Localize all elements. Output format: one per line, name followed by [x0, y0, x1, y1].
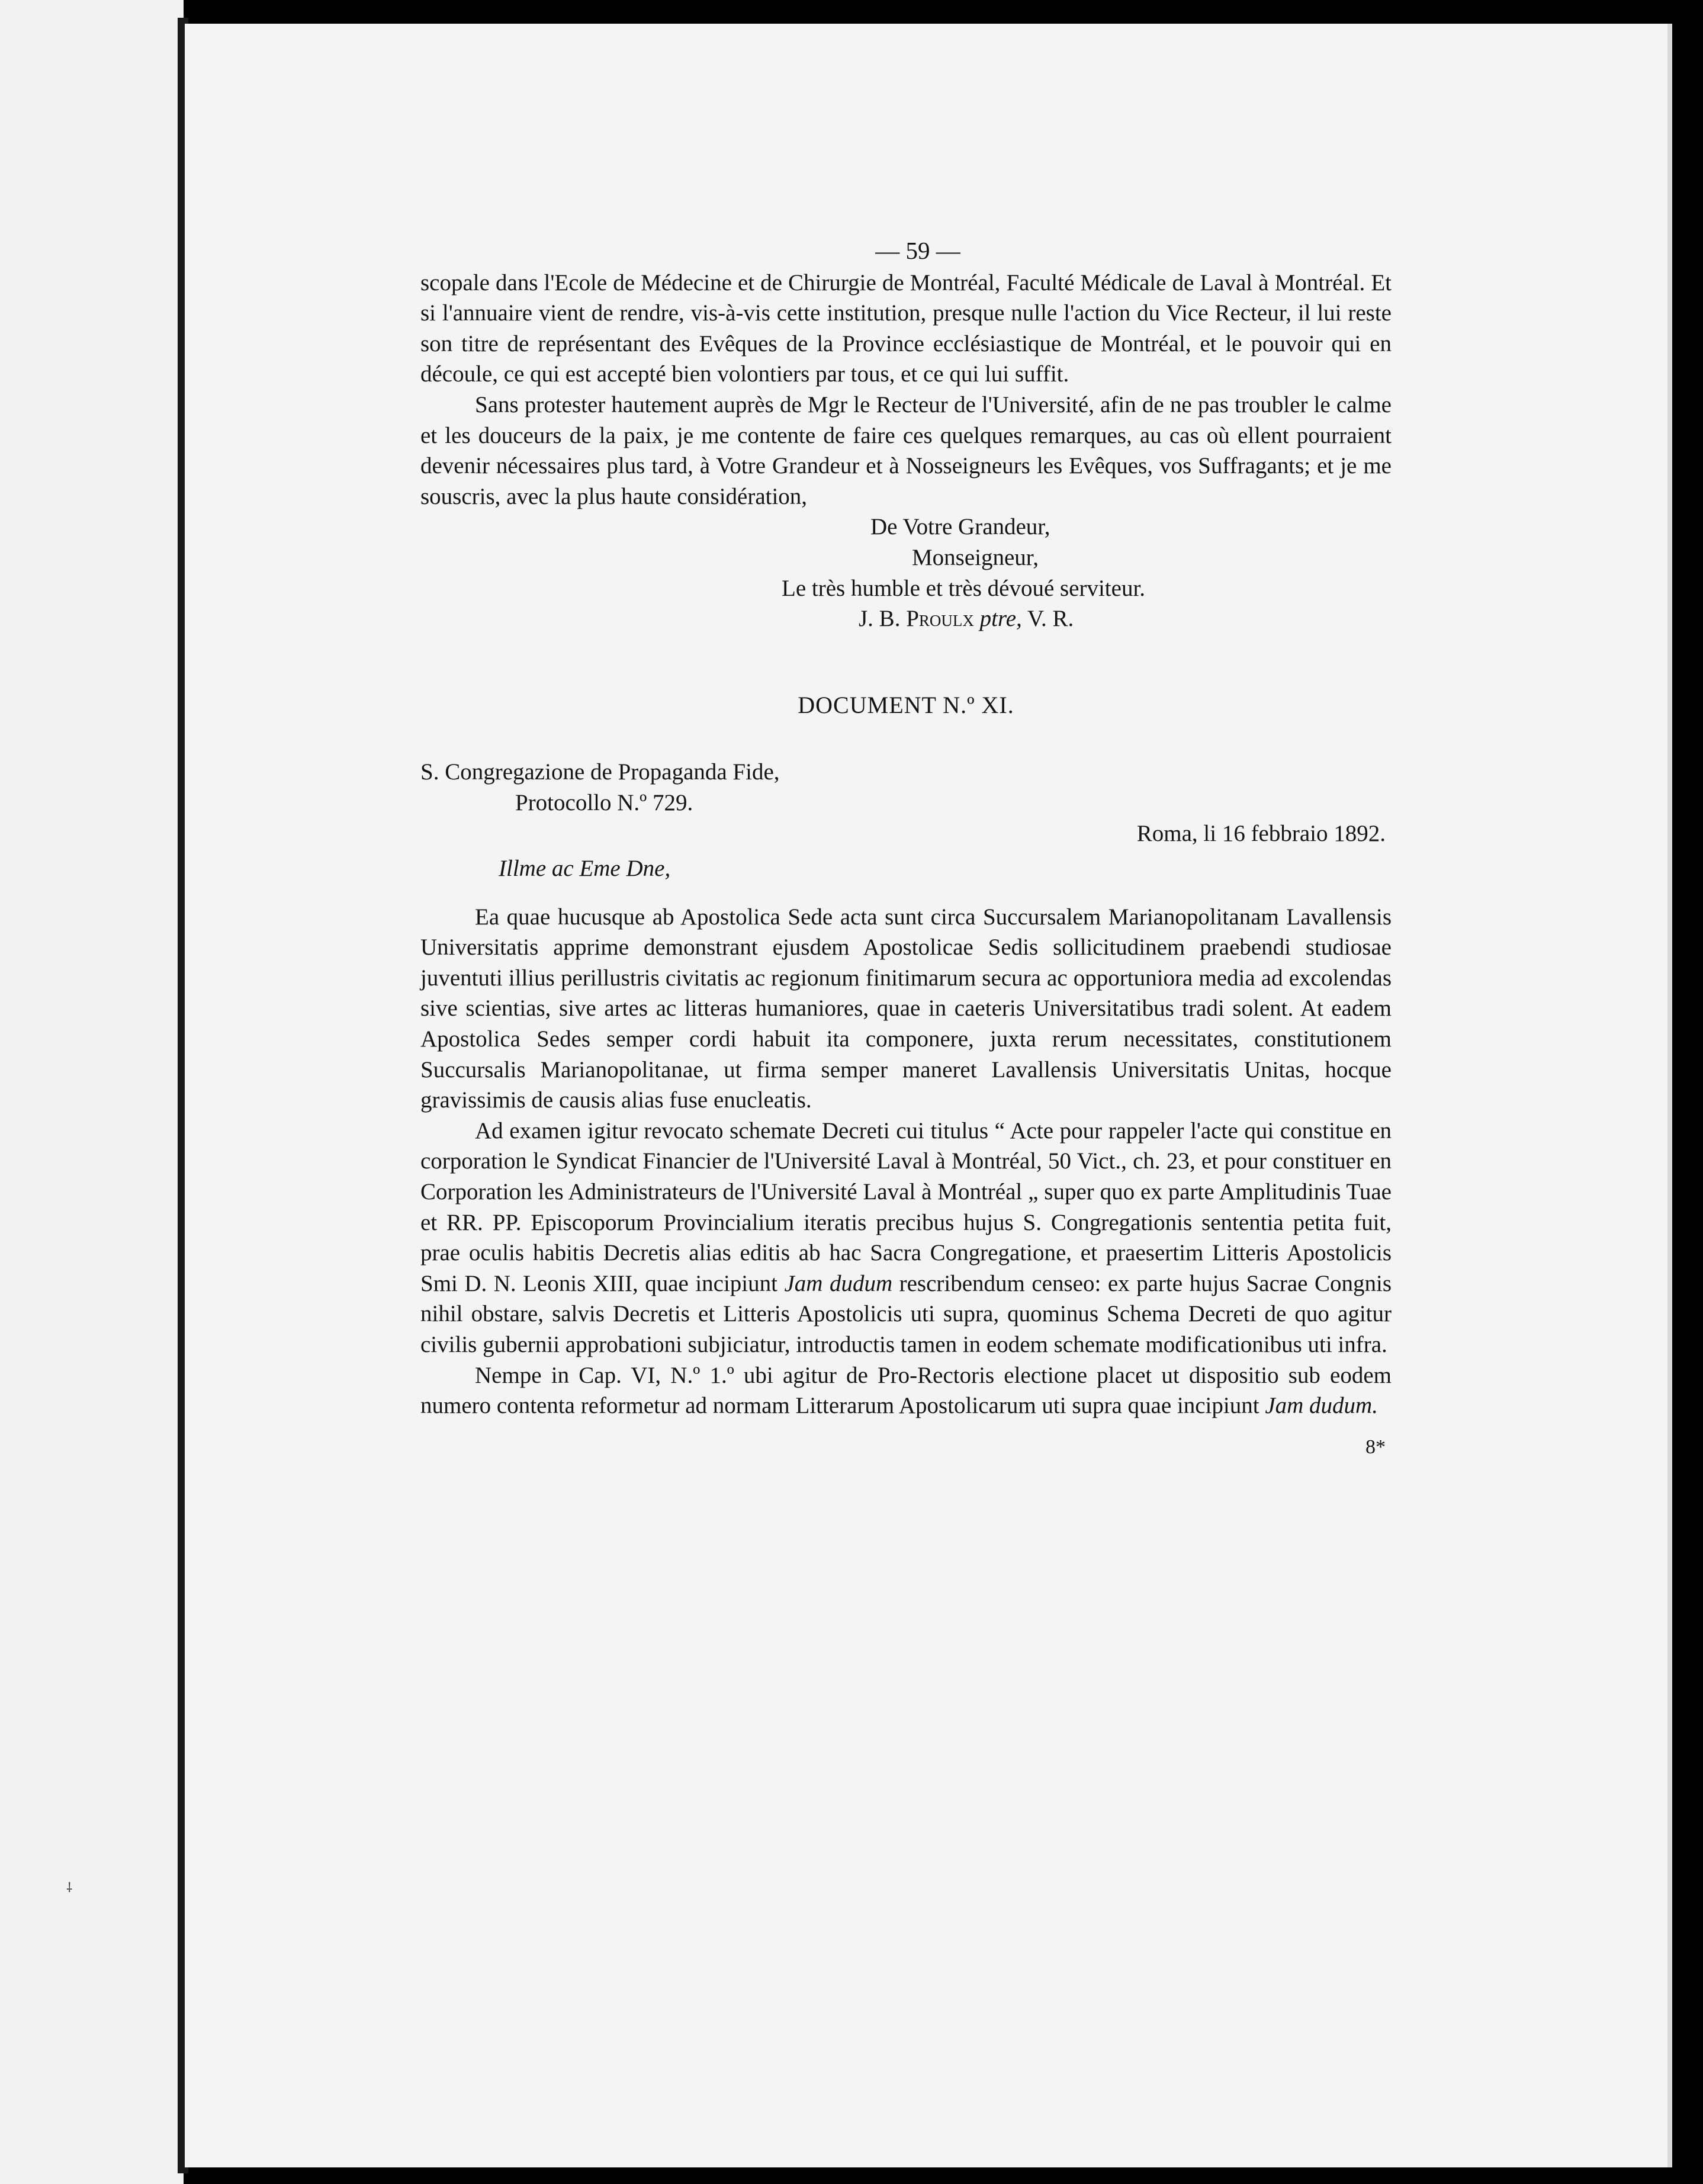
- document-paragraph-3-text-a: Nempe in Cap. VI, N.º 1.º ubi agitur de Pro-Rectoris electione placet ut dispositio sub eodem numero contenta reformetur ad normam Litterarum Apostolicarum uti supra quae incipiunt: [420, 1362, 1392, 1419]
- document-date: Roma, li 16 febbraio 1892.: [1136, 820, 1386, 846]
- document-paragraph-2-text-a: Ad examen igitur revocato schemate Decreti cui titulus “ Acte pour rappeler l'acte qui constitue en corporation le Syndicat Financier de l'Université Laval à Montréal, 50 Vict., ch. 23, et pour constituer en Corporation les Administrateurs de l'Université Laval à Montréal „ super quo ex parte Amplitudinis Tuae et RR. PP. Episcoporum Provincialium iteratis precibus hujus S. Congregationis sententia petita fuit, prae oculis habitis Decretis alias editis ab hac Sacra Congregatione, et praesertim Litteris Apostolicis Smi D. N. Leonis XIII, quae incipiunt: [420, 1117, 1392, 1296]
- salutation: Illme ac Eme Dne,: [499, 856, 671, 882]
- letter-paragraph-1: scopale dans l'Ecole de Médecine et de Chirurgie de Montréal, Faculté Médicale de Laval à Montréal. Et si l'annuaire vient de rendre, vis-à-vis cette institution, presque nulle l'action du Vice Recteur, il lui reste son titre de représentant des Evêques de la Province ecclésiastique de Montréal, et le pouvoir qui en découle, ce qui est accepté bien volontiers par tous, et ce qui lui suffit.: [420, 269, 1392, 387]
- page-content: [420, 236, 1392, 1462]
- letter-paragraph-2: Sans protester hautement auprès de Mgr le Recteur de l'Université, afin de ne pas troubler le calme et les douceurs de la paix, je me contente de faire ces quelques remarques, au cas où ellent pourraient devenir nécessaires plus tard, à Votre Grandeur et à Nosseigneurs les Evêques, vos Suffragants; et je me souscris, avec la plus haute considération,: [420, 391, 1392, 509]
- facing-page-margin: [0, 0, 184, 2184]
- sender-line-2: Protocollo N.º 729.: [515, 789, 693, 815]
- document-paragraph-3-italic: Jam dudum.: [1265, 1393, 1378, 1419]
- closing-line-2: Monseigneur,: [912, 544, 1039, 570]
- page-number: — 59 —: [875, 237, 960, 264]
- document-paragraph-1: Ea quae hucusque ab Apostolica Sede acta sunt circa Succursalem Marianopolitanam Lavallensis Universitatis apprime demonstrant ejusdem Apostolicae Sedis sollicitudinem praebendi studiosae juventuti illius perillustris civitatis ac regionum finitimarum secura ac opportuniora media ad excolendas sive scientias, sive artes ac litteras humaniores, quae in caeteris Universitatibus tradi solent. At eadem Apostolica Sedes semper cordi habuit ita componere, juxta rerum necessitates, constitutionem Succursalis Marianopolitanae, ut firma semper maneret Lavallensis Universitatis Unitas, hocque gravissimis de causis alias fuse enucleatis.: [420, 904, 1392, 1113]
- book-page: [185, 24, 1672, 2167]
- document-title: DOCUMENT N.º XI.: [798, 691, 1014, 718]
- closing-line-3: Le très humble et très dévoué serviteur.: [782, 575, 1146, 601]
- document-paragraph-2: [420, 1116, 1392, 1360]
- signature-suffix: V. R.: [1027, 606, 1074, 632]
- signature-line: [420, 603, 1392, 634]
- signature-title: ptre,: [979, 606, 1022, 632]
- sender-line-1: S. Congregazione de Propaganda Fide,: [420, 759, 780, 785]
- signature-initials: J. B.: [859, 606, 901, 632]
- signature-name: Proulx: [906, 606, 974, 632]
- ink-speck: ⸸: [66, 1880, 73, 1895]
- document-paragraph-2-italic: Jam dudum: [784, 1270, 893, 1296]
- document-paragraph-3: [420, 1360, 1392, 1421]
- document-paragraph-2-text-b: rescribendum censeo: ex parte hujus Sacrae Congnis nihil obstare, salvis Decretis et Litteris Apostolicis uti supra, quominus Schema Decreti de quo agitur civilis gubernii approbationi subjiciatur, introductis tamen in eodem schemate modificationibus uti infra.: [420, 1270, 1392, 1357]
- closing-line-1: De Votre Grandeur,: [870, 514, 1050, 540]
- signature-mark: 8*: [1365, 1435, 1386, 1458]
